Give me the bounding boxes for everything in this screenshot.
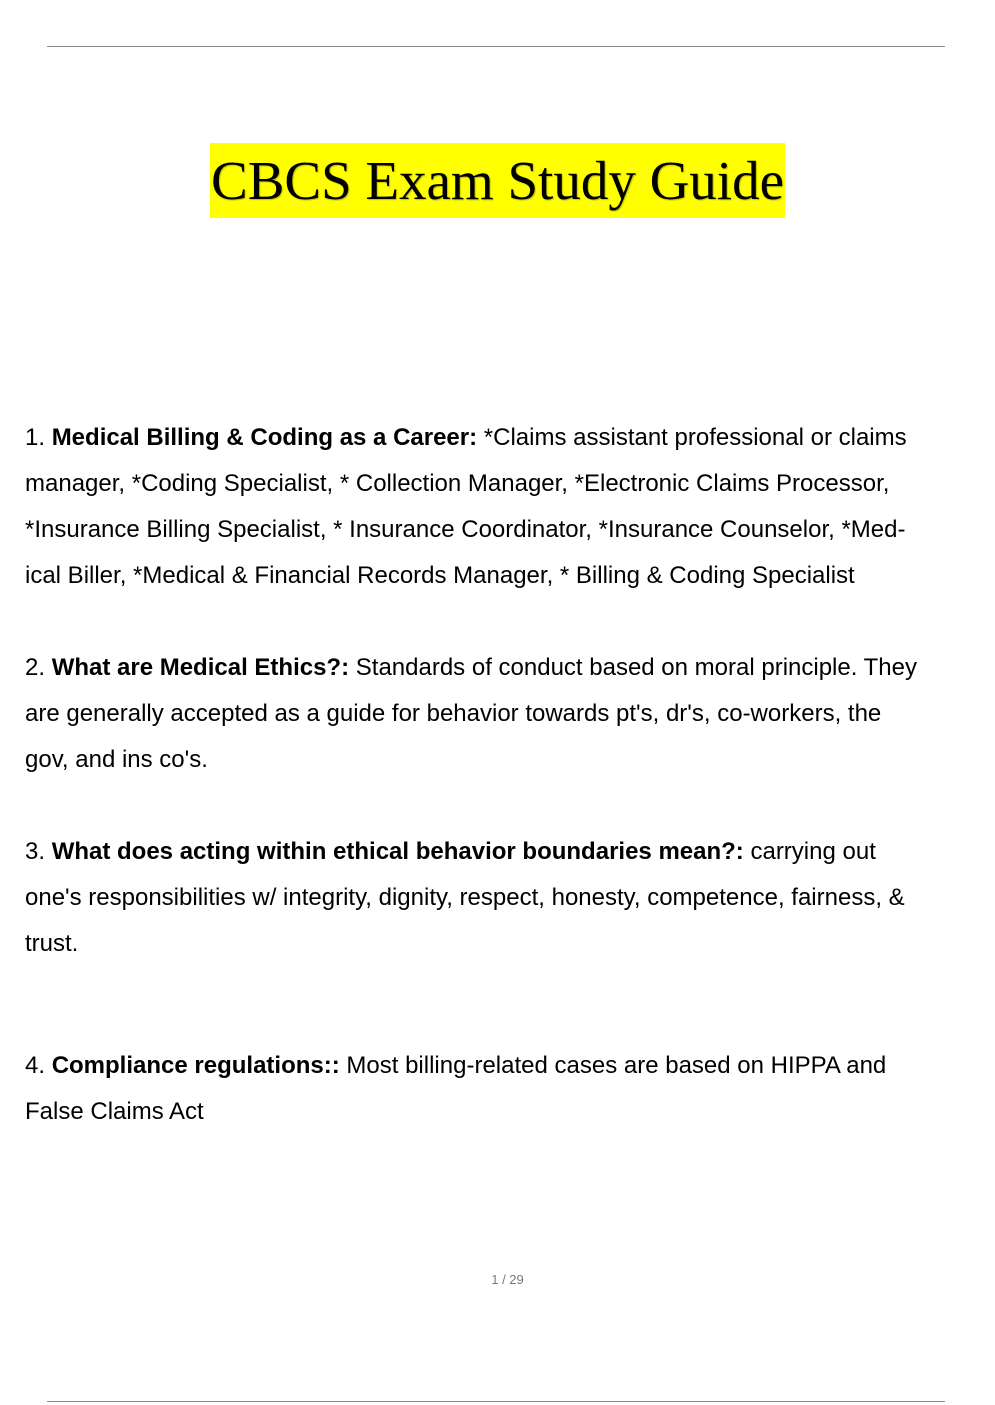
item-term: Medical Billing & Coding as a Career:	[51, 424, 478, 451]
item-line: are generally accepted as a guide for behavior towards pt's, dr's, co-workers, the	[25, 700, 882, 727]
item-line: *Claims assistant professional or claims	[483, 424, 907, 451]
item-line: trust.	[25, 930, 79, 957]
item-number: 4.	[25, 1052, 46, 1079]
item-number: 3.	[25, 838, 46, 865]
item-term: What does acting within ethical behavior boundaries mean?:	[51, 838, 744, 865]
page-indicator: 1 / 29	[491, 1272, 524, 1287]
study-item-2	[25, 645, 995, 783]
footer-rule	[47, 1401, 945, 1402]
item-line: Standards of conduct based on moral principle. They	[355, 654, 917, 681]
item-number: 1.	[25, 424, 46, 451]
title-container	[0, 143, 995, 218]
item-line: manager, *Coding Specialist, * Collection Manager, *Electronic Claims Processor,	[25, 470, 890, 497]
item-term: Compliance regulations::	[51, 1052, 340, 1079]
study-item-1	[25, 415, 995, 599]
item-line: carrying out	[750, 838, 876, 865]
item-line: ical Biller, *Medical & Financial Records Manager, * Billing & Coding Specialist	[25, 562, 855, 589]
document-title: CBCS Exam Study Guide	[210, 143, 785, 218]
header-rule	[47, 46, 945, 47]
item-line: one's responsibilities w/ integrity, dignity, respect, honesty, competence, fairness, &	[25, 884, 905, 911]
item-line: gov, and ins co's.	[25, 746, 208, 773]
item-term: What are Medical Ethics?:	[51, 654, 350, 681]
item-number: 2.	[25, 654, 46, 681]
study-item-3	[25, 829, 995, 967]
item-line: *Insurance Billing Specialist, * Insurance Coordinator, *Insurance Counselor, *Med-	[25, 516, 906, 543]
item-line: False Claims Act	[25, 1098, 204, 1125]
study-item-4	[25, 1043, 995, 1135]
item-line: Most billing-related cases are based on HIPPA and	[346, 1052, 887, 1079]
